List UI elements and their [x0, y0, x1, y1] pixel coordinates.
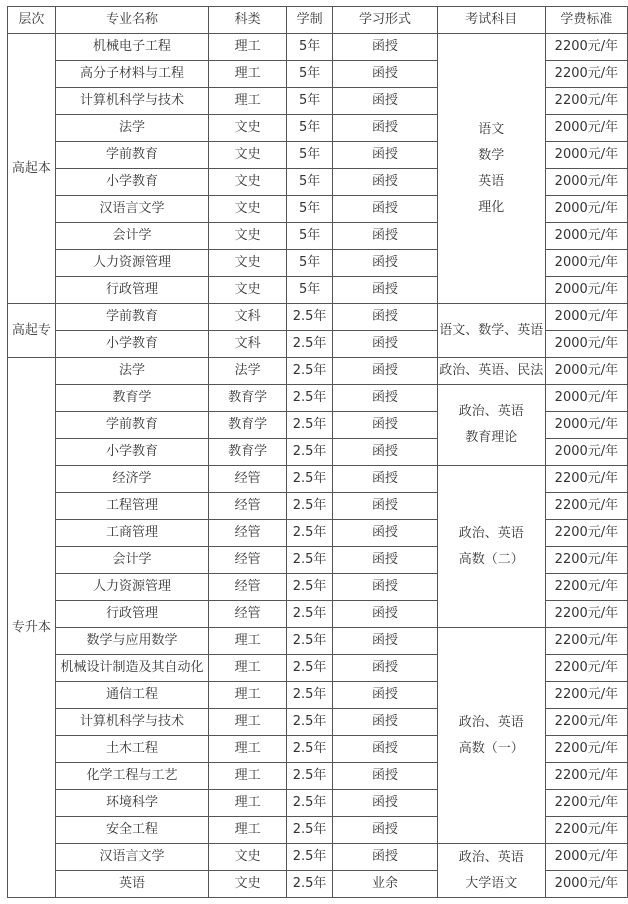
study-mode-cell: 函授: [333, 709, 438, 736]
exam-subject-line: 政治、英语: [458, 714, 524, 730]
major-cell: 安全工程: [55, 817, 208, 844]
exam-subjects-cell: [437, 466, 545, 628]
major-cell: 小学教育: [55, 439, 208, 466]
category-cell: 文史: [209, 142, 287, 169]
header-row: [8, 7, 628, 34]
study-mode-cell: 函授: [333, 655, 438, 682]
exam-subject-line: 数学: [478, 147, 505, 163]
study-mode-cell: 函授: [333, 493, 438, 520]
exam-subject-line: 教育理论: [465, 430, 518, 445]
major-cell: 化学工程与工艺: [55, 763, 208, 790]
study-mode-cell: 函授: [333, 142, 438, 169]
table-row: [8, 358, 628, 385]
table-row: [8, 844, 628, 871]
major-cell: 行政管理: [55, 277, 208, 304]
exam-subjects-cell: [437, 304, 545, 358]
tuition-cell: 2200元/年: [545, 61, 627, 88]
study-mode-cell: 业余: [333, 871, 438, 898]
major-cell: 数学与应用数学: [55, 628, 208, 655]
study-mode-cell: 函授: [333, 736, 438, 763]
major-cell: 小学教育: [55, 169, 208, 196]
study-mode-cell: 函授: [333, 439, 438, 466]
study-mode-cell: 函授: [333, 601, 438, 628]
category-cell: 文史: [209, 844, 287, 871]
tuition-cell: 2200元/年: [545, 520, 627, 547]
duration-cell: 2.5年: [287, 736, 333, 763]
tuition-cell: 2000元/年: [545, 250, 627, 277]
duration-cell: 2.5年: [287, 763, 333, 790]
study-mode-cell: 函授: [333, 196, 438, 223]
tuition-cell: 2200元/年: [545, 601, 627, 628]
major-cell: 汉语言文学: [55, 844, 208, 871]
duration-cell: 2.5年: [287, 574, 333, 601]
study-mode-cell: 函授: [333, 466, 438, 493]
major-cell: 法学: [55, 358, 208, 385]
duration-cell: 2.5年: [287, 547, 333, 574]
tuition-cell: 2000元/年: [545, 358, 627, 385]
table-row: [8, 628, 628, 655]
duration-cell: 5年: [287, 250, 333, 277]
major-cell: 汉语言文学: [55, 196, 208, 223]
major-cell: 人力资源管理: [55, 574, 208, 601]
duration-cell: 2.5年: [287, 682, 333, 709]
duration-cell: 2.5年: [287, 466, 333, 493]
study-mode-cell: 函授: [333, 763, 438, 790]
enrollment-table-wrapper: [7, 6, 628, 898]
major-cell: 机械设计制造及其自动化: [55, 655, 208, 682]
enrollment-table: [7, 6, 628, 898]
study-mode-cell: 函授: [333, 844, 438, 871]
exam-subject-line: 政治、英语、民法: [439, 363, 544, 378]
category-cell: 文史: [209, 115, 287, 142]
category-cell: 经管: [209, 493, 287, 520]
duration-cell: 2.5年: [287, 304, 333, 331]
tuition-cell: 2200元/年: [545, 655, 627, 682]
level-cell: 高起专: [8, 304, 56, 358]
header-exam-subjects: 考试科目: [437, 7, 545, 34]
major-cell: 通信工程: [55, 682, 208, 709]
major-cell: 学前教育: [55, 304, 208, 331]
exam-subject-line: 政治、英语: [458, 404, 524, 419]
table-row: [8, 466, 628, 493]
duration-cell: 2.5年: [287, 331, 333, 358]
duration-cell: 2.5年: [287, 493, 333, 520]
tuition-cell: 2200元/年: [545, 817, 627, 844]
study-mode-cell: 函授: [333, 223, 438, 250]
exam-subject-line: 大学语文: [465, 875, 518, 891]
duration-cell: 2.5年: [287, 628, 333, 655]
tuition-cell: 2000元/年: [545, 142, 627, 169]
study-mode-cell: 函授: [333, 331, 438, 358]
study-mode-cell: 函授: [333, 88, 438, 115]
category-cell: 理工: [209, 817, 287, 844]
major-cell: 计算机科学与技术: [55, 88, 208, 115]
duration-cell: 2.5年: [287, 520, 333, 547]
tuition-cell: 2200元/年: [545, 547, 627, 574]
major-cell: 法学: [55, 115, 208, 142]
exam-subject-line: 高数（一）: [458, 740, 524, 756]
major-cell: 机械电子工程: [55, 34, 208, 61]
study-mode-cell: 函授: [333, 412, 438, 439]
tuition-cell: 2000元/年: [545, 169, 627, 196]
major-cell: 人力资源管理: [55, 250, 208, 277]
study-mode-cell: 函授: [333, 385, 438, 412]
tuition-cell: 2000元/年: [545, 844, 627, 871]
exam-subjects-cell: [437, 385, 545, 466]
tuition-cell: 2200元/年: [545, 709, 627, 736]
duration-cell: 5年: [287, 34, 333, 61]
duration-cell: 2.5年: [287, 439, 333, 466]
study-mode-cell: 函授: [333, 304, 438, 331]
study-mode-cell: 函授: [333, 520, 438, 547]
tuition-cell: 2000元/年: [545, 331, 627, 358]
table-row: [8, 385, 628, 412]
tuition-cell: 2200元/年: [545, 88, 627, 115]
duration-cell: 2.5年: [287, 790, 333, 817]
category-cell: 理工: [209, 628, 287, 655]
major-cell: 学前教育: [55, 412, 208, 439]
duration-cell: 2.5年: [287, 817, 333, 844]
major-cell: 工商管理: [55, 520, 208, 547]
category-cell: 文史: [209, 277, 287, 304]
study-mode-cell: 函授: [333, 547, 438, 574]
category-cell: 文科: [209, 331, 287, 358]
study-mode-cell: 函授: [333, 34, 438, 61]
major-cell: 学前教育: [55, 142, 208, 169]
tuition-cell: 2200元/年: [545, 628, 627, 655]
duration-cell: 5年: [287, 115, 333, 142]
category-cell: 文史: [209, 223, 287, 250]
tuition-cell: 2000元/年: [545, 223, 627, 250]
study-mode-cell: 函授: [333, 358, 438, 385]
duration-cell: 5年: [287, 196, 333, 223]
category-cell: 理工: [209, 34, 287, 61]
tuition-cell: 2200元/年: [545, 574, 627, 601]
level-cell: 高起本: [8, 34, 56, 304]
duration-cell: 2.5年: [287, 385, 333, 412]
duration-cell: 2.5年: [287, 709, 333, 736]
category-cell: 理工: [209, 736, 287, 763]
category-cell: 理工: [209, 709, 287, 736]
header-duration: 学制: [287, 7, 333, 34]
duration-cell: 5年: [287, 223, 333, 250]
category-cell: 教育学: [209, 439, 287, 466]
major-cell: 高分子材料与工程: [55, 61, 208, 88]
duration-cell: 5年: [287, 88, 333, 115]
duration-cell: 2.5年: [287, 358, 333, 385]
category-cell: 理工: [209, 790, 287, 817]
major-cell: 行政管理: [55, 601, 208, 628]
study-mode-cell: 函授: [333, 790, 438, 817]
category-cell: 教育学: [209, 412, 287, 439]
major-cell: 经济学: [55, 466, 208, 493]
exam-subject-line: 政治、英语: [458, 849, 524, 865]
major-cell: 土木工程: [55, 736, 208, 763]
study-mode-cell: 函授: [333, 628, 438, 655]
category-cell: 理工: [209, 763, 287, 790]
duration-cell: 5年: [287, 169, 333, 196]
category-cell: 经管: [209, 601, 287, 628]
header-study-mode: 学习形式: [333, 7, 438, 34]
category-cell: 教育学: [209, 385, 287, 412]
major-cell: 计算机科学与技术: [55, 709, 208, 736]
tuition-cell: 2000元/年: [545, 115, 627, 142]
duration-cell: 2.5年: [287, 871, 333, 898]
tuition-cell: 2200元/年: [545, 763, 627, 790]
header-level: 层次: [8, 7, 56, 34]
tuition-cell: 2000元/年: [545, 277, 627, 304]
category-cell: 文史: [209, 169, 287, 196]
exam-subject-line: 语文、数学、英语: [439, 322, 544, 338]
duration-cell: 5年: [287, 61, 333, 88]
major-cell: 小学教育: [55, 331, 208, 358]
exam-subjects-cell: [437, 358, 545, 385]
study-mode-cell: 函授: [333, 574, 438, 601]
category-cell: 理工: [209, 88, 287, 115]
header-category: 科类: [209, 7, 287, 34]
duration-cell: 2.5年: [287, 844, 333, 871]
duration-cell: 2.5年: [287, 601, 333, 628]
exam-subject-line: 英语: [478, 173, 505, 189]
exam-subject-line: 理化: [478, 199, 505, 215]
table-row: [8, 304, 628, 331]
tuition-cell: 2200元/年: [545, 493, 627, 520]
category-cell: 文史: [209, 196, 287, 223]
tuition-cell: 2200元/年: [545, 34, 627, 61]
category-cell: 法学: [209, 358, 287, 385]
category-cell: 理工: [209, 655, 287, 682]
major-cell: 会计学: [55, 223, 208, 250]
exam-subjects-cell: [437, 34, 545, 304]
study-mode-cell: 函授: [333, 115, 438, 142]
study-mode-cell: 函授: [333, 169, 438, 196]
major-cell: 环境科学: [55, 790, 208, 817]
major-cell: 英语: [55, 871, 208, 898]
table-body: [8, 34, 628, 898]
major-cell: 会计学: [55, 547, 208, 574]
tuition-cell: 2000元/年: [545, 385, 627, 412]
tuition-cell: 2000元/年: [545, 871, 627, 898]
study-mode-cell: 函授: [333, 61, 438, 88]
study-mode-cell: 函授: [333, 277, 438, 304]
category-cell: 理工: [209, 682, 287, 709]
tuition-cell: 2200元/年: [545, 790, 627, 817]
exam-subject-line: 高数（二）: [458, 551, 524, 567]
tuition-cell: 2200元/年: [545, 682, 627, 709]
exam-subject-line: 政治、英语: [458, 525, 524, 541]
major-cell: 教育学: [55, 385, 208, 412]
tuition-cell: 2000元/年: [545, 196, 627, 223]
level-cell: 专升本: [8, 358, 56, 898]
duration-cell: 5年: [287, 142, 333, 169]
tuition-cell: 2200元/年: [545, 736, 627, 763]
category-cell: 理工: [209, 61, 287, 88]
header-major: 专业名称: [55, 7, 208, 34]
study-mode-cell: 函授: [333, 250, 438, 277]
study-mode-cell: 函授: [333, 682, 438, 709]
category-cell: 经管: [209, 547, 287, 574]
category-cell: 文科: [209, 304, 287, 331]
category-cell: 文史: [209, 250, 287, 277]
exam-subjects-cell: [437, 844, 545, 898]
duration-cell: 2.5年: [287, 412, 333, 439]
category-cell: 经管: [209, 574, 287, 601]
category-cell: 经管: [209, 466, 287, 493]
exam-subject-line: 语文: [478, 121, 505, 137]
category-cell: 文史: [209, 871, 287, 898]
duration-cell: 2.5年: [287, 655, 333, 682]
tuition-cell: 2000元/年: [545, 304, 627, 331]
table-row: [8, 34, 628, 61]
tuition-cell: 2000元/年: [545, 412, 627, 439]
header-tuition: 学费标准: [545, 7, 627, 34]
major-cell: 工程管理: [55, 493, 208, 520]
exam-subjects-cell: [437, 628, 545, 844]
category-cell: 经管: [209, 520, 287, 547]
duration-cell: 5年: [287, 277, 333, 304]
tuition-cell: 2000元/年: [545, 439, 627, 466]
study-mode-cell: 函授: [333, 817, 438, 844]
tuition-cell: 2200元/年: [545, 466, 627, 493]
